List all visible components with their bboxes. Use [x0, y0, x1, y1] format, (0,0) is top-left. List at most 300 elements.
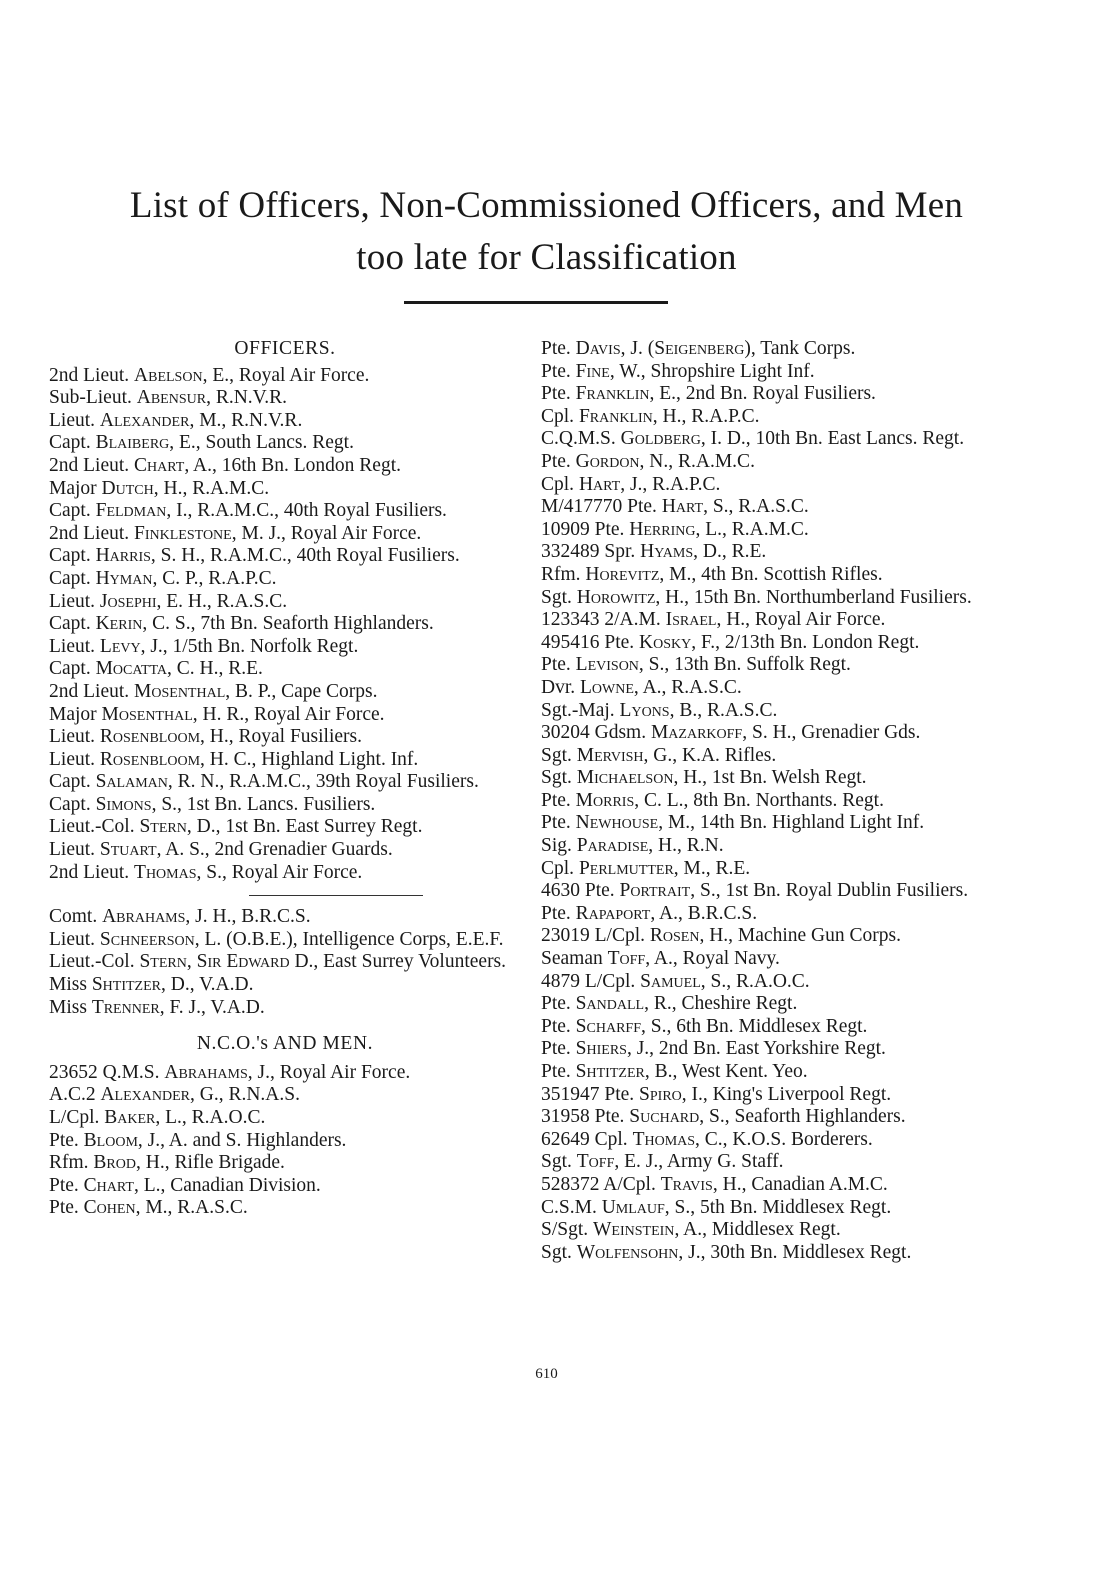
entry-surname: Abrahams [102, 906, 186, 928]
list-entry [49, 478, 521, 501]
entry-details: , B. P., Cape Corps. [225, 680, 378, 702]
entry-details: , H., Royal Fusiliers. [200, 726, 362, 748]
entry-details: , N., R.A.M.C. [639, 450, 755, 472]
list-entry [49, 1197, 521, 1220]
page-number: 610 [535, 1366, 558, 1382]
entry-details: , E., 2nd Bn. Royal Fusiliers. [649, 383, 876, 405]
entry-details: , J. H., B.R.C.S. [185, 906, 311, 928]
entry-details: , J., 1/5th Bn. Norfolk Regt. [140, 635, 359, 657]
entry-surname: Rapaport [575, 902, 651, 924]
list-entry [541, 903, 1016, 926]
page-title [0, 180, 1093, 284]
list-entry [541, 1174, 1016, 1197]
list-entry [541, 428, 1016, 451]
list-entry [541, 1038, 1016, 1061]
entry-details: , G., K.A. Rifles. [643, 744, 777, 766]
list-entry [541, 451, 1016, 474]
entry-details: , D., R.E. [693, 541, 767, 563]
entry-rank: Pte. [541, 450, 576, 472]
entry-details: , F. J., V.A.D. [159, 996, 265, 1018]
entry-rank: 62649 Cpl. [541, 1128, 633, 1150]
list-entry [49, 658, 521, 681]
list-entry [49, 410, 521, 433]
entry-details: , E., Royal Air Force. [202, 364, 370, 386]
list-entry [49, 613, 521, 636]
entry-rank: Pte. [541, 1061, 576, 1082]
entry-surname: Shtitzer [91, 974, 161, 996]
entry-surname: Paradise [576, 835, 649, 857]
title-rule [404, 301, 668, 304]
entry-rank: Lieut. [49, 726, 100, 748]
entry-surname: Hyams [640, 541, 694, 563]
entry-details: , J., 2nd Bn. East Yorkshire Regt. [626, 1038, 886, 1060]
entry-details: , H., Canadian A.M.C. [712, 1173, 888, 1195]
entry-surname: Abrahams [164, 1061, 248, 1083]
entry-surname: Mocatta [95, 658, 168, 680]
section-divider [249, 895, 423, 896]
entry-surname: Levison [575, 654, 639, 676]
entry-details: , A., R.A.S.C. [633, 676, 742, 698]
entry-details: , D., 1st Bn. East Surrey Regt. [186, 816, 423, 838]
entry-surname: Stern, Sir Edward [139, 951, 290, 973]
entry-rank: 23019 L/Cpl. [541, 925, 650, 947]
list-entry [541, 338, 1016, 361]
entry-surname: Shtitzer [575, 1061, 645, 1082]
entry-rank: 332489 Spr. [541, 541, 641, 563]
list-entry [541, 858, 1016, 881]
entry-rank: 2nd Lieut. [49, 680, 135, 702]
list-entry [541, 1084, 1016, 1107]
entry-surname: Stuart [99, 839, 157, 861]
entry-surname: Portrait [619, 880, 691, 902]
list-entry [49, 771, 521, 794]
list-entry [541, 361, 1016, 384]
entry-details: , R., Cheshire Regt. [644, 993, 798, 1015]
entry-details: , H., Rifle Brigade. [136, 1152, 285, 1174]
entry-details: , S., 5th Bn. Middlesex Regt. [664, 1196, 892, 1218]
entry-details: , H. C., Highland Light. Inf. [200, 748, 419, 770]
list-entry [541, 767, 1016, 790]
entry-rank: Comt. [49, 906, 103, 928]
entry-rank: M/417770 Pte. [541, 496, 662, 518]
entry-surname: Weinstein [593, 1219, 675, 1241]
list-entry [541, 1061, 1016, 1084]
entry-details: , A., B.R.C.S. [650, 902, 758, 924]
entry-rank: Sgt. [541, 744, 577, 766]
entry-surname: Herring [629, 518, 696, 540]
entry-surname: Wolfensohn [576, 1241, 679, 1263]
entry-details: , M., R.E. [673, 857, 751, 879]
entry-details: , W., Shropshire Light Inf. [609, 360, 815, 382]
entry-details: , I., R.A.M.C., 40th Royal Fusiliers. [166, 500, 447, 522]
entry-details: , H., R.N. [648, 835, 724, 857]
list-entry [49, 1175, 521, 1198]
ncos-left-list [49, 1062, 521, 1220]
entry-details: , M., R.N.V.R. [189, 409, 303, 431]
entry-surname: Levy [99, 635, 141, 657]
entry-details: , E. J., Army G. Staff. [614, 1151, 784, 1173]
entry-details: , C. H., R.E. [167, 658, 263, 680]
entry-surname: Toff [576, 1151, 615, 1173]
list-entry [541, 971, 1016, 994]
entry-rank: Capt. [49, 545, 96, 567]
entry-rank: A.C.2 [49, 1084, 101, 1106]
entry-details: , J., R.A.P.C. [620, 473, 721, 495]
entry-details: , J. ( [620, 338, 655, 359]
entry-rank: Pte. [541, 902, 576, 924]
list-entry [541, 1197, 1016, 1220]
entry-rank: Sgt. [541, 767, 577, 789]
list-entry [541, 790, 1016, 813]
list-entry [49, 681, 521, 704]
entry-rank: Pte. [541, 338, 576, 359]
list-entry [541, 496, 1016, 519]
entry-details: , I., King's Liverpool Regt. [681, 1083, 892, 1105]
entry-surname: Finklestone [134, 522, 232, 544]
entry-details: , L., R.A.M.C. [695, 518, 809, 540]
entry-details: , R.N.V.R. [206, 387, 287, 409]
entry-surname: Toff [607, 948, 646, 970]
list-entry [49, 545, 521, 568]
entry-details: , I. D., 10th Bn. East Lancs. Regt. [700, 428, 965, 450]
list-entry [49, 839, 521, 862]
entry-details: , S., Royal Air Force. [196, 861, 363, 883]
list-entry [541, 406, 1016, 429]
entry-rank: 351947 Pte. [541, 1083, 640, 1105]
entry-rank: L/Cpl. [49, 1107, 105, 1128]
entry-surname: Hart [578, 473, 621, 495]
entry-surname: Hyman [95, 567, 153, 589]
entry-rank: Lieut.-Col. [49, 951, 140, 973]
officers-list [49, 365, 521, 885]
list-entry [541, 835, 1016, 858]
list-entry [541, 1129, 1016, 1152]
entry-details: , H., R.A.M.C. [153, 477, 270, 499]
entry-details: , H., Royal Air Force. [716, 609, 886, 631]
entry-surname: Kerin [95, 613, 143, 635]
entry-surname: Rosenbloom [99, 748, 201, 770]
entry-surname: Thomas [632, 1128, 696, 1150]
entry-details: , M. J., Royal Air Force. [231, 522, 422, 544]
entry-rank: Sgt. [541, 1241, 577, 1263]
entry-details: , M., R.A.S.C. [135, 1197, 248, 1219]
entry-rank: 2nd Lieut. [49, 522, 135, 544]
entry-surname: Suchard [629, 1106, 700, 1128]
entry-details: , A., 16th Bn. London Regt. [184, 454, 401, 476]
entry-rank: Pte. [541, 789, 576, 811]
list-entry [541, 632, 1016, 655]
list-entry [49, 997, 521, 1020]
entry-rank: Lieut.-Col. [49, 816, 140, 838]
list-entry [541, 474, 1016, 497]
entry-details: , H. R., Royal Air Force. [192, 703, 385, 725]
list-entry [541, 700, 1016, 723]
list-entry [541, 812, 1016, 835]
entry-surname: Hart [661, 496, 704, 518]
entry-details: , C., K.O.S. Borderers. [695, 1128, 873, 1150]
list-entry [541, 1219, 1016, 1242]
entry-rank: Major [49, 477, 102, 499]
entry-details: , R. N., R.A.M.C., 39th Royal Fusiliers. [167, 771, 479, 793]
list-entry [49, 1062, 521, 1085]
list-entry [541, 1106, 1016, 1129]
entry-details: , H., R.A.P.C. [652, 405, 760, 427]
list-entry [49, 704, 521, 727]
list-entry [541, 948, 1016, 971]
list-entry [49, 1107, 521, 1130]
entry-rank: 10909 Pte. [541, 518, 630, 540]
left-column [49, 338, 521, 1220]
list-entry [541, 383, 1016, 406]
entry-rank: 23652 Q.M.S. [49, 1061, 165, 1083]
entry-rank: Sub-Lieut. [49, 387, 137, 409]
list-entry [49, 951, 521, 974]
entry-rank: Dvr. [541, 676, 580, 698]
list-entry [49, 1084, 521, 1107]
entry-rank: Pte. [541, 1015, 576, 1037]
entry-surname: Kosky [639, 631, 692, 653]
entry-rank: Capt. [49, 613, 96, 635]
entry-rank: Miss [49, 974, 92, 996]
list-entry [541, 564, 1016, 587]
entry-rank: Seaman [541, 948, 608, 970]
entry-rank: 2nd Lieut. [49, 861, 135, 883]
list-entry [541, 519, 1016, 542]
entry-details: , C. L., 8th Bn. Northants. Regt. [634, 789, 884, 811]
entry-rank: 31958 Pte. [541, 1106, 630, 1128]
entry-details: , C. S., 7th Bn. Seaforth Highlanders. [142, 613, 434, 635]
entry-rank: Capt. [49, 793, 96, 815]
entry-surname: Franklin [575, 383, 650, 405]
entry-details: , S., R.A.O.C. [700, 970, 810, 992]
entry-surname: Cohen [83, 1197, 136, 1219]
entry-rank: C.Q.M.S. [541, 428, 621, 450]
entry-surname: Gordon [575, 450, 640, 472]
entry-details: , E., South Lancs. Regt. [169, 432, 354, 454]
list-entry [49, 1152, 521, 1175]
entry-rank: Lieut. [49, 590, 100, 612]
entry-rank: Miss [49, 996, 92, 1018]
list-entry [49, 794, 521, 817]
entry-details: , J., 30th Bn. Middlesex Regt. [678, 1241, 912, 1263]
entry-surname: Alexander [99, 409, 190, 431]
entry-details: , C. P., R.A.P.C. [152, 567, 277, 589]
entry-rank: Pte. [541, 1038, 576, 1060]
list-entry [541, 1016, 1016, 1039]
entry-details: , A. S., 2nd Grenadier Guards. [156, 839, 393, 861]
entry-surname: Goldberg [620, 428, 701, 450]
entry-details: , G., R.N.A.S. [190, 1084, 300, 1106]
entry-details: , J., Royal Air Force. [247, 1061, 411, 1083]
entry-details: , M., 4th Bn. Scottish Rifles. [659, 563, 883, 585]
entry-surname: Rosen [649, 925, 700, 947]
entry-surname: Lyons [619, 699, 670, 721]
entry-details: , B., West Kent. Yeo. [644, 1061, 808, 1082]
ncos-heading: N.C.O.'s AND MEN. [196, 1033, 374, 1055]
entry-details: , S. H., Grenadier Gds. [742, 722, 921, 744]
entry-rank: 4879 L/Cpl. [541, 970, 641, 992]
entry-rank: C.S.M. [541, 1196, 602, 1218]
entry-surname: Mosenthal [101, 703, 193, 725]
entry-rank: Sgt. [541, 586, 577, 608]
entry-details: , H., 1st Bn. Welsh Regt. [673, 767, 867, 789]
entry-surname: Shiers [575, 1038, 627, 1060]
entry-rank: Lieut. [49, 409, 100, 431]
entry-surname: Simons [95, 793, 152, 815]
entry-rank: Cpl. [541, 405, 579, 427]
entry-rank: Pte. [541, 812, 576, 834]
entry-rank: Cpl. [541, 473, 579, 495]
list-entry [541, 722, 1016, 745]
entry-surname: Horowitz [576, 586, 656, 608]
list-entry [49, 523, 521, 546]
entry-surname: Schneerson [99, 928, 195, 950]
list-entry [49, 974, 521, 997]
officers-heading: OFFICERS. [234, 338, 336, 359]
entry-surname: Mazarkoff [650, 722, 743, 744]
entry-details: , A., Middlesex Regt. [674, 1219, 841, 1241]
entry-surname: Blaiberg [95, 432, 170, 454]
list-entry [541, 1151, 1016, 1174]
list-entry [49, 1130, 521, 1153]
list-entry [541, 609, 1016, 632]
entry-details: , L., Canadian Division. [133, 1174, 321, 1196]
entry-surname: Michaelson [576, 767, 674, 789]
list-entry [49, 455, 521, 478]
list-entry [541, 654, 1016, 677]
entry-surname: Morris [575, 789, 635, 811]
entry-rank: Major [49, 703, 102, 725]
entry-rank: 528372 A/Cpl. [541, 1173, 661, 1195]
entry-rank: S/Sgt. [541, 1219, 594, 1241]
entry-rank: Sgt. [541, 1151, 577, 1173]
entry-surname: Dutch [101, 477, 154, 499]
entry-details: , L., R.A.O.C. [155, 1107, 266, 1128]
entry-rank: 30204 Gdsm. [541, 722, 651, 744]
entry-surname: Scharff [575, 1015, 641, 1037]
entry-rank: Lieut. [49, 928, 100, 950]
entry-details: , L. (O.B.E.), Intelligence Corps, E.E.F. [194, 928, 504, 950]
entry-details: , H., 15th Bn. Northumberland Fusiliers. [655, 586, 972, 608]
list-entry [49, 500, 521, 523]
entry-rank: Pte. [541, 360, 576, 382]
entry-surname: Bloom [83, 1129, 138, 1151]
entry-surname: Abensur [136, 387, 207, 409]
entry-surname: Harris [95, 545, 151, 567]
entry-rank: Pte. [541, 993, 576, 1015]
title-line-1: List of Officers, Non-Commissioned Officers, and Men [129, 185, 964, 226]
entry-surname: Josephi [99, 590, 157, 612]
entry-surname: Abelson [134, 364, 203, 386]
entry-surname: Mervish [576, 744, 644, 766]
list-entry [541, 587, 1016, 610]
list-entry [49, 568, 521, 591]
entry-details: , D., V.A.D. [160, 974, 254, 996]
entry-details: , S., 13th Bn. Suffolk Regt. [638, 654, 851, 676]
entry-rank: 4630 Pte. [541, 880, 620, 902]
entry-rank: 495416 Pte. [541, 631, 640, 653]
entry-rank: Pte. [49, 1197, 84, 1219]
entry-surname: Israel [665, 609, 717, 631]
list-entry [541, 541, 1016, 564]
entry-details: , J., A. and S. Highlanders. [137, 1129, 347, 1151]
list-entry [541, 677, 1016, 700]
list-entry [49, 726, 521, 749]
list-entry [49, 365, 521, 388]
entry-surname: Trenner [91, 996, 160, 1018]
list-entry [49, 432, 521, 455]
entry-details: , H., Machine Gun Corps. [699, 925, 901, 947]
entry-surname: Horevitz [585, 563, 660, 585]
list-entry [49, 749, 521, 772]
entry-rank: Pte. [541, 383, 576, 405]
entry-surname: Rosenbloom [99, 726, 201, 748]
entry-rank: Pte. [541, 654, 576, 676]
list-entry [541, 925, 1016, 948]
entry-details-cont: ), Tank Corps. [744, 338, 856, 359]
entry-rank: Rfm. [541, 563, 586, 585]
entry-rank: Capt. [49, 771, 96, 793]
entry-rank: 123343 2/A.M. [541, 609, 666, 631]
entry-details: , M., 14th Bn. Highland Light Inf. [658, 812, 925, 834]
entry-surname: Davis [575, 338, 621, 359]
entry-rank: Lieut. [49, 748, 100, 770]
entry-rank: Capt. [49, 432, 96, 454]
entry-rank: Pte. [49, 1174, 84, 1196]
entry-rank: Capt. [49, 500, 96, 522]
entry-surname: Sandall [575, 993, 645, 1015]
entry-surname: Baker [104, 1107, 156, 1128]
entry-details: , F., 2/13th Bn. London Regt. [691, 631, 920, 653]
list-entry [541, 1242, 1016, 1265]
list-entry [541, 993, 1016, 1016]
entry-details: , S., 6th Bn. Middlesex Regt. [641, 1015, 868, 1037]
list-entry [49, 636, 521, 659]
entry-rank: Capt. [49, 658, 96, 680]
entry-surname: Samuel [640, 970, 701, 992]
entry-surname: Travis [660, 1173, 713, 1195]
list-entry [49, 862, 521, 885]
others-list [49, 906, 521, 1019]
entry-surname: Mosenthal [134, 680, 226, 702]
entry-surname: Chart [83, 1174, 134, 1196]
entry-surname: Thomas [134, 861, 197, 883]
entry-surname: Franklin [578, 405, 653, 427]
list-entry [49, 906, 521, 929]
entry-details: , B., R.A.S.C. [669, 699, 778, 721]
entry-details: , S., 1st Bn. Lancs. Fusiliers. [151, 793, 376, 815]
entry-rank: 2nd Lieut. [49, 364, 135, 386]
entry-surname: Chart [134, 454, 185, 476]
entry-rank: Lieut. [49, 635, 100, 657]
entry-details: , E. H., R.A.S.C. [156, 590, 288, 612]
entry-details: , S., R.A.S.C. [703, 496, 809, 518]
entry-details: , S., 1st Bn. Royal Dublin Fusiliers. [690, 880, 969, 902]
entry-surname: Salaman [95, 771, 168, 793]
entry-surname: Umlauf [601, 1196, 665, 1218]
list-entry [49, 816, 521, 839]
ncos-right-list [541, 338, 1016, 1264]
entry-rank: Sig. [541, 835, 577, 857]
entry-rank: 2nd Lieut. [49, 454, 135, 476]
entry-rank: Sgt.-Maj. [541, 699, 620, 721]
entry-details: , A., Royal Navy. [645, 948, 780, 970]
list-entry [49, 929, 521, 952]
list-entry [49, 591, 521, 614]
list-entry [541, 745, 1016, 768]
entry-surname: Lowne [580, 676, 634, 698]
entry-details: D., East Surrey Volunteers. [289, 951, 507, 973]
